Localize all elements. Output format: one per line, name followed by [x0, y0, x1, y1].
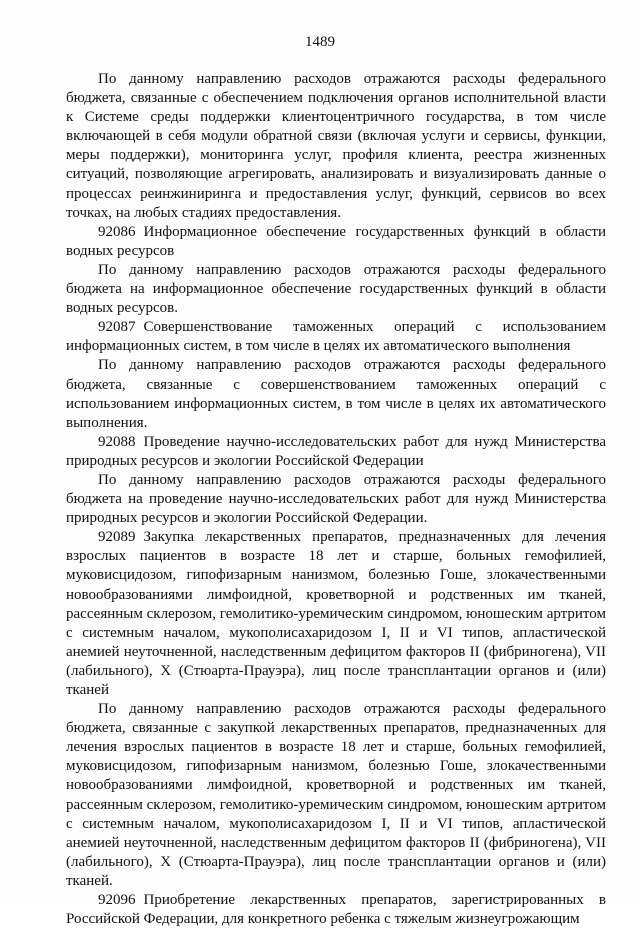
section-code: 92088 — [98, 433, 136, 450]
paragraph-description — [66, 356, 606, 432]
paragraph-description — [66, 700, 606, 891]
paragraph-text: По данному направлению расходов отражаются расходы федерального бюджета, связанные с обеспечением подключения органов исполнительной власти к Системе среды поддержки клиентоцентричного государства, в том числе включающей в себя модули обратной связи (включая услуги и сервисы, функции, меры поддержки), мониторинга услуг, профиля клиента, реестра жизненных ситуаций, позволяющие агрегировать, анализировать и визуализировать данные о процессах реинжиниринга и предоставления услуг, функций, сервисов во всех точках, на любых стадиях предоставления. — [66, 71, 606, 221]
paragraph-description — [66, 70, 606, 223]
section-heading — [66, 318, 606, 356]
section-code: 92089 — [98, 529, 136, 546]
section-title: Приобретение лекарственных препаратов, зарегистрированных в Российской Федерации, для конкретного ребенка с тяжелым жизнеугрожающим — [66, 892, 606, 928]
section-title: Закупка лекарственных препаратов, предназначенных для лечения взрослых пациентов в возрасте 18 лет и старше, больных гемофилией, муковисцидозом, гипофизарным нанизмом, болезнью Гоше, злокачественными новообразованиями лимфоидной, кроветворной и родственных им тканей, рассеянным склерозом, гемолитико-уремическим синдромом, юношеским артритом с системным началом, мукополисахаридозом I, II и VI типов, апластической анемией неуточненной, наследственным дефицитом факторов II (фибриногена), VII (лабильного), X (Стюарта-Прауэра), лиц после трансплантации органов и (или) тканей — [66, 529, 606, 698]
page-number: 1489 — [305, 34, 335, 50]
section-title: Совершенствование таможенных операций с использованием информационных систем, в том числе в целях их автоматического выполнения — [66, 319, 606, 355]
document-body — [66, 70, 606, 929]
paragraph-text: По данному направлению расходов отражаются расходы федерального бюджета на проведение научно-исследовательских работ для нужд Министерства природных ресурсов и экологии Российской Федерации. — [66, 471, 606, 527]
section-heading — [66, 891, 606, 929]
section-code: 92086 — [98, 223, 136, 240]
section-heading — [66, 433, 606, 471]
paragraph-description — [66, 471, 606, 528]
section-title: Проведение научно-исследовательских работ для нужд Министерства природных ресурсов и экологии Российской Федерации — [66, 433, 606, 469]
section-title: Информационное обеспечение государственных функций в области водных ресурсов — [66, 223, 606, 259]
paragraph-text: По данному направлению расходов отражаются расходы федерального бюджета на информационное обеспечение государственных функций в области водных ресурсов. — [66, 261, 606, 317]
section-heading — [66, 528, 606, 700]
paragraph-text: По данному направлению расходов отражаются расходы федерального бюджета, связанные с совершенствованием таможенных операций с использованием информационных систем, в том числе в целях их автоматического выполнения. — [66, 357, 606, 431]
section-code: 92096 — [98, 892, 136, 909]
paragraph-text: По данному направлению расходов отражаются расходы федерального бюджета, связанные с закупкой лекарственных препаратов, предназначенных для лечения взрослых пациентов в возрасте 18 лет и старше, больных гемофилией, муковисцидозом, гипофизарным нанизмом, болезнью Гоше, злокачественными новообразованиями лимфоидной, кроветворной и родственных им тканей, рассеянным склерозом, гемолитико-уремическим синдромом, юношеским артритом с системным началом, мукополисахаридозом I, II и VI типов, апластической анемией неуточненной, наследственным дефицитом факторов II (фибриногена), VII (лабильного), X (Стюарта-Прауэра), лиц после трансплантации органов и (или) тканей. — [66, 701, 606, 889]
section-heading — [66, 223, 606, 261]
paragraph-description — [66, 261, 606, 318]
section-code: 92087 — [98, 319, 136, 336]
